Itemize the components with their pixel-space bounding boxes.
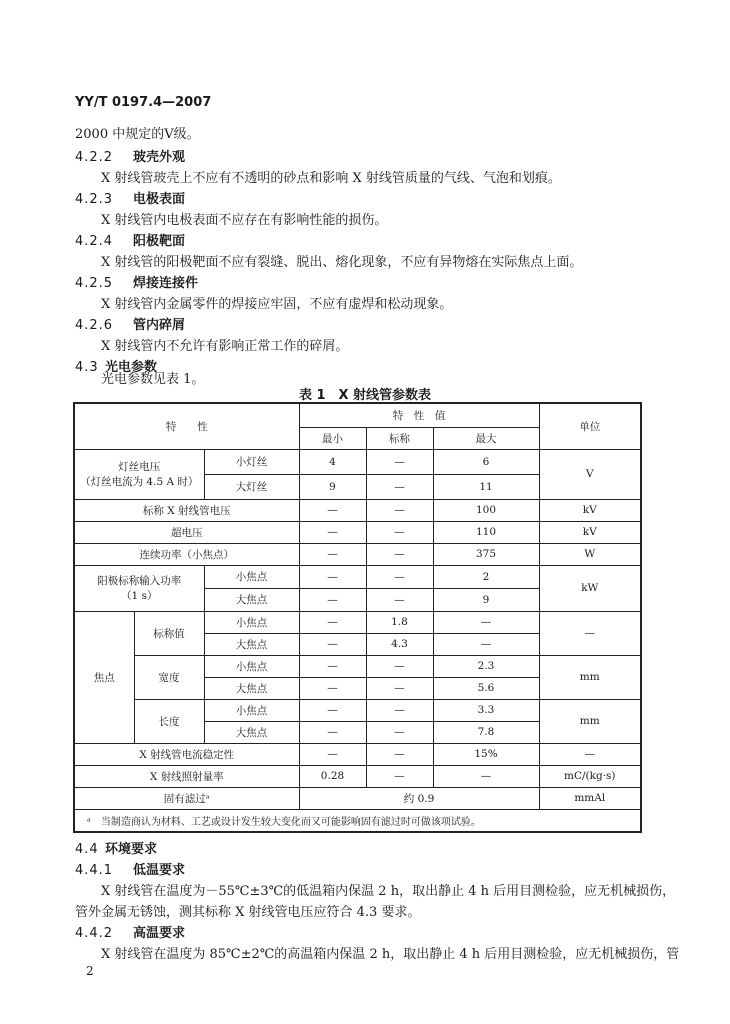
section-number: 4.2.5: [75, 276, 114, 291]
width-label: 宽度: [134, 655, 204, 699]
unit-cell: W: [539, 543, 641, 565]
section-title: 管内碎屑: [133, 318, 186, 333]
standard-header: YY/T 0197.4—2007: [75, 95, 212, 110]
cell: —: [366, 721, 433, 743]
cell: 5.6: [433, 677, 539, 699]
section-title: 环境要求: [105, 842, 158, 857]
cell: —: [299, 633, 366, 655]
section-title: 光电参数: [105, 360, 158, 375]
section-number: 4.2.6: [75, 318, 114, 333]
unit-cell: —: [539, 743, 641, 765]
cell: —: [366, 743, 433, 765]
cell: —: [299, 677, 366, 699]
header-max: 最大: [433, 427, 539, 449]
cell: —: [299, 499, 366, 521]
cell: 4.3: [366, 633, 433, 655]
cell: —: [433, 611, 539, 633]
section-body: X 射线管玻壳上不应有不透明的砂点和影响 X 射线管质量的气线、气泡和划痕。: [101, 171, 561, 186]
cell: 2.3: [433, 655, 539, 677]
cell: —: [299, 521, 366, 543]
section-heading: [75, 838, 157, 857]
section-number: 4.4: [75, 842, 99, 857]
section-heading: [75, 922, 185, 941]
cell: —: [366, 765, 433, 787]
cell: —: [299, 699, 366, 721]
unit-cell: mm: [539, 655, 641, 699]
unit-cell: kW: [539, 565, 641, 611]
cell: 100: [433, 499, 539, 521]
cell: 7.8: [433, 721, 539, 743]
nominal-label: 标称值: [134, 611, 204, 655]
cell: 375: [433, 543, 539, 565]
unit-cell: mm: [539, 699, 641, 743]
cell: 6: [433, 449, 539, 474]
row-label: 标称 X 射线管电压: [74, 499, 299, 521]
section-title: 玻壳外观: [133, 150, 186, 165]
unit-cell: mC/(kg·s): [539, 765, 641, 787]
section-title: 焊接连接件: [133, 276, 199, 291]
section-body: 光电参数见表 1。: [101, 372, 205, 387]
intro-line: 2000 中规定的Ⅴ级。: [75, 127, 200, 142]
large-focus: 大焦点: [204, 721, 299, 743]
filament-voltage-label: 灯丝电压 （灯丝电流为 4.5 A 时）: [74, 449, 204, 499]
small-filament: 小灯丝: [204, 449, 299, 474]
cell: 9: [299, 474, 366, 499]
section-number: 4.2.3: [75, 192, 114, 207]
cell: —: [366, 521, 433, 543]
cell: 1.8: [366, 611, 433, 633]
small-focus: 小焦点: [204, 611, 299, 633]
anode-power-label: 阳极标称输入功率 （1 s）: [74, 565, 204, 611]
section-number: 4.4.2: [75, 926, 114, 941]
header-min: 最小: [299, 427, 366, 449]
section-body-line: X 射线管在温度为 85℃±2℃的高温箱内保温 2 h，取出静止 4 h 后用目测检验，应无机械损伤，管: [101, 947, 680, 962]
focus-label: 焦点: [74, 611, 134, 743]
header-characteristic: 特 性: [74, 403, 299, 449]
length-label: 长度: [134, 699, 204, 743]
cell: —: [433, 633, 539, 655]
cell: 3.3: [433, 699, 539, 721]
cell: —: [299, 721, 366, 743]
unit-cell: V: [539, 449, 641, 499]
cell: —: [366, 474, 433, 499]
header-values: 特 性 值: [299, 403, 539, 427]
section-heading: [75, 146, 185, 165]
cell: —: [366, 588, 433, 611]
cell: 11: [433, 474, 539, 499]
cell: —: [366, 449, 433, 474]
section-title: 低温要求: [133, 863, 186, 878]
section-body-line: 管外金属无锈蚀，测其标称 X 射线管电压应符合 4.3 要求。: [75, 905, 421, 920]
section-heading: [75, 272, 198, 291]
row-label: X 射线照射量率: [74, 765, 299, 787]
row-label: 固有滤过ᵃ: [74, 787, 299, 809]
small-focus: 小焦点: [204, 655, 299, 677]
section-body-line: X 射线管在温度为－55℃±3℃的低温箱内保温 2 h，取出静止 4 h 后用目测检验，应无机械损伤，: [101, 884, 676, 899]
cell: —: [299, 743, 366, 765]
parameter-table: [73, 402, 642, 833]
cell: 4: [299, 449, 366, 474]
row-label: 超电压: [74, 521, 299, 543]
small-focus: 小焦点: [204, 699, 299, 721]
section-body: X 射线管内金属零件的焊接应牢固，不应有虚焊和松动现象。: [101, 297, 453, 312]
cell: —: [366, 565, 433, 588]
section-number: 4.3: [75, 360, 99, 375]
cell: —: [366, 499, 433, 521]
section-title: 高温要求: [133, 926, 186, 941]
table-footnote: ᵃ 当制造商认为材料、工艺或设计发生较大变化而又可能影响固有滤过时可做该项试验。: [74, 809, 641, 832]
cell: 15%: [433, 743, 539, 765]
header-unit: 单位: [539, 403, 641, 449]
unit-cell: —: [539, 611, 641, 655]
section-body: X 射线管内电极表面不应存在有影响性能的损伤。: [101, 213, 388, 228]
section-number: 4.2.2: [75, 150, 114, 165]
large-focus: 大焦点: [204, 677, 299, 699]
section-heading: [75, 314, 185, 333]
large-focus: 大焦点: [204, 633, 299, 655]
cell: —: [366, 677, 433, 699]
section-number: 4.4.1: [75, 863, 114, 878]
large-focus: 大焦点: [204, 588, 299, 611]
large-filament: 大灯丝: [204, 474, 299, 499]
row-label: X 射线管电流稳定性: [74, 743, 299, 765]
small-focus: 小焦点: [204, 565, 299, 588]
header-nominal: 标称: [366, 427, 433, 449]
cell: —: [299, 565, 366, 588]
unit-cell: kV: [539, 521, 641, 543]
cell: —: [366, 699, 433, 721]
cell: 9: [433, 588, 539, 611]
cell: —: [366, 655, 433, 677]
cell: —: [299, 611, 366, 633]
cell: —: [433, 765, 539, 787]
cell: —: [366, 543, 433, 565]
section-number: 4.2.4: [75, 234, 114, 249]
section-body: X 射线管的阳极靶面不应有裂缝、脱出、熔化现象，不应有异物熔在实际焦点上面。: [101, 255, 583, 270]
cell: —: [299, 543, 366, 565]
section-title: 阳极靶面: [133, 234, 186, 249]
section-heading: [75, 859, 185, 878]
cell: 约 0.9: [299, 787, 539, 809]
section-title: 电极表面: [133, 192, 186, 207]
table-caption: 表 1 X 射线管参数表: [298, 388, 432, 403]
cell: 0.28: [299, 765, 366, 787]
unit-cell: mmAl: [539, 787, 641, 809]
cell: 2: [433, 565, 539, 588]
section-heading: [75, 230, 185, 249]
row-label: 连续功率（小焦点）: [74, 543, 299, 565]
cell: 110: [433, 521, 539, 543]
section-body: X 射线管内不允许有影响正常工作的碎屑。: [101, 339, 349, 354]
page-number: 2: [86, 964, 94, 978]
cell: —: [299, 588, 366, 611]
cell: —: [299, 655, 366, 677]
unit-cell: kV: [539, 499, 641, 521]
section-heading: [75, 188, 185, 207]
